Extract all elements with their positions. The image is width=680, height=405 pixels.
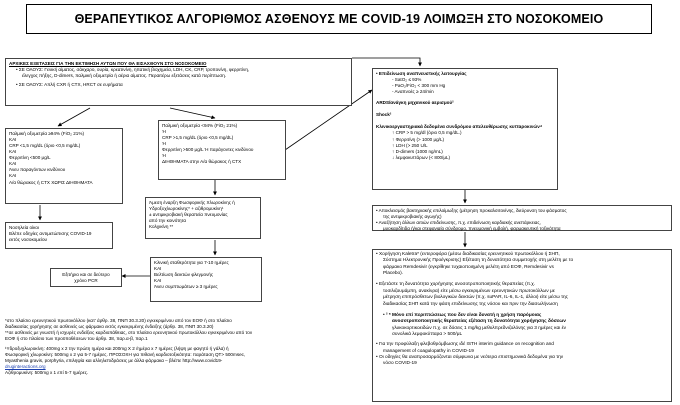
exclusion-line: της αντιμικροβιακής αγωγής)	[383, 214, 442, 220]
initial-tests-line: • ΣΕ ΟΛΟΥΣ: Γενική αίματος, σάκχαρο, ουρία, κρεατινίνη, ηπατική βιοχημεία, LDH, CK, CRP, τροπονίνη, φερριτίνη,	[16, 67, 250, 73]
footnote-line: *στο πλαίσιο ερευνητικού πρωτοκόλλου (κατ' άρθρ. 38, ΠΝΠ 30.3.20) εγκεκριμένου από τον ΕΟΦ ή στο πλαίσιο	[5, 318, 232, 323]
page-title: ΘΕΡΑΠΕΥΤΙΚΟΣ ΑΛΓΟΡΙΘΜΟΣ ΑΣΘΕΝΟΥΣ ΜΕ COVID-19 ΛΟΙΜΩΞΗ ΣΤΟ ΝΟΣΟΚΟΜΕΙΟ	[26, 4, 652, 34]
criteria-line: CRP <1,5 mg/dL (όριο <0,5 mg/dL)	[9, 143, 81, 149]
criteria-line: ΚΑΙ	[9, 137, 17, 143]
treatment-line: Υδροξυχλωροκίνης* + αζιθρομυκίνη¹	[149, 206, 224, 212]
criteria-line: Φερριτίνη >500 μg/L Ή παράγοντες κινδύνου	[162, 147, 254, 153]
home-care-line: εκτός νοσοκομείου	[9, 237, 48, 243]
therapy-line: management of coagulopathy in COVID-19	[383, 348, 474, 354]
exclusion-box	[372, 205, 672, 231]
footnote-line: Myasthenia gravis, porphyria, επιληψία και αλληλεπιδράσεις με άλλα φάρμακα – βλέπε http://www.covid19-	[5, 357, 223, 363]
footnote-line: Αζιθρομυκίνη: 500mg x 1 επί 5-7 ημέρες.	[5, 369, 89, 375]
criteria-line: ΚΑΙ	[9, 173, 17, 179]
criteria-line: Α/α θώρακος ή CTX ΧΩΡΙΣ ΔΙΗΘΗΜΑΤΑ	[9, 179, 93, 185]
therapy-line: • Οι οδηγίες θα αναπροσαρμόζονται σύμφωνα με νεότερα επιστημονικά δεδομένα για την	[376, 355, 564, 361]
footnote-line: **σε ασθενείς με γνωστή ή ισχυρές ενδείξεις καρδιοπάθειας, στο πλαίσιο ερευνητικού πρωτοκόλλου εγκεκριμένου από τον	[5, 329, 253, 335]
therapy-line: • Χορήγηση Kaletra* (εντεροφόρα (μέσω διαδικασίας ερευνητικού πρωτοκόλλου ή ΣΗΠ,	[376, 252, 560, 257]
initial-tests-heading: ΑΡΧΙΚΕΣ ΕΞΕΤΑΣΕΙΣ ΓΙΑ ΤΗΝ ΕΚΤΙΜΗΣΗ ΑΥΤΩΝ ΠΟΥ ΘΑ ΕΙΣΑΧΘΟΥΝ ΣΤΟ ΝΟΣΟΚΟΜΕΙΟ	[9, 61, 207, 66]
therapy-line: διαδικασίας ΣΗΠ κατά την φάση επιδείνωσης της νόσου και πριν την διασωλήνωση	[383, 301, 558, 307]
severe-subline: ↑ LDH (> 250 U/L	[392, 142, 428, 148]
criteria-line: Ή	[162, 129, 166, 135]
criteria-line: Ή	[162, 153, 166, 159]
footnotes	[5, 318, 365, 376]
therapy-line: ανοσοτροποποιητικής θεραπείας εξέταση τη δυνατότητα χορήγησης δόσεων	[392, 319, 566, 325]
criteria-line: Ή	[162, 141, 166, 147]
criteria-line: ΔΙΗΘΗΜΑΤΑ στην Α/α θώρακος ή CTX	[162, 159, 242, 165]
initial-tests-line: • ΣΕ ΟΛΟΥΣ: Απλή CXR ή CTX, HRCT σε ευρήματα	[16, 82, 123, 88]
footnote-line: διαδικασίας χορήγησης σε ασθενείς ως φάρμακο εκτός εγκεκριμένης ένδειξης (άρθρ. 38, ΠΝΠ 30.3.20)	[5, 323, 214, 329]
criteria-line: ΚΑΙ	[9, 161, 17, 167]
footnote-link[interactable]: druginteractions.org	[5, 363, 46, 369]
treatment-line: Κολχικίνη **	[149, 224, 174, 230]
therapy-line: • Για την προφύλαξη φλεβοθρόμβωσης ιδέ ISTH interim guidance on recognition and	[376, 342, 554, 348]
severe-subline: ↑ CRP > 5 mg/dl (όριο 0,5 mg/dL.)	[392, 130, 462, 136]
stability-line: Βελτίωση δεικτών φλεγμονής	[154, 272, 214, 278]
initial-tests-line: έλεγχος πήξης, D-dimers, παλμική οξυμετρία ή αέρια αίματος. Περαιτέρω εξετάσεις κατά περίπτωση.	[22, 73, 227, 79]
severe-subline: - SatO₂ ≤ 93%	[392, 77, 422, 83]
criteria-line: Φερριτίνη <500 μg/L	[9, 155, 51, 161]
therapy-box	[372, 249, 672, 402]
footnote-line: ΕΟΦ ή στο πλαίσιο των προϋποθέσεων του άρθρ. 38, παρ.α-β, παρ.1	[5, 335, 148, 341]
mild-criteria-box	[5, 128, 123, 204]
treatment-line: Άμεση έναρξη Φωσφορικής Χλωροκίνης ή	[149, 200, 235, 205]
exclusion-line: μυοκαρδίτιδα ή/και στεφανιαίο σύνδρομο, πνευμονική εμβολή, φαρμακευτική τοξικότητα	[383, 226, 561, 232]
severe-subline: - PaO₂/FiO₂ < 300 mm Hg	[392, 83, 446, 89]
therapy-line: φάρμακο Remdesivir (εγκρίθηκε τυχαιοποιημένη μελέτη από ΕΟΦ, Remdesivir vs	[383, 264, 554, 270]
footnote-line: Φωσφορική χλωροκίνη: 500mg x 2 για 5-7 ημέρες. ΠΡΟΣΟΧΗ για πιθανή καρδιοτοξικότητα: παράταση QT> 500msec,	[5, 351, 246, 357]
criteria-line: Παλμική οξυμετρία ≥94% (FiO₂ 21%)	[9, 131, 84, 136]
treatment-box	[145, 197, 261, 239]
treatment-line: από την κοινότητα	[149, 218, 186, 224]
stability-line: Άνευ συμπτωμάτων ≥ 3 ημέρες	[154, 284, 218, 290]
stability-line: Κλινική σταθερότητα για 7-10 ημέρες	[154, 260, 229, 265]
severe-subline: ↑ Φερριτίνη (> 1000 μg/L)	[392, 136, 445, 142]
exclusion-line: • Αναζήτηση άλλων αιτιών επιδείνωσης, π.χ. επιδείνωση καρδιακής ανεπάρκειας,	[376, 220, 541, 226]
severe-line: • Επιδείνωση αναπνευστικής λειτουργίας	[376, 71, 467, 76]
initial-tests-box	[5, 58, 352, 106]
therapy-line: • ² * Μόνο επί περιπτώσεως που δεν είναι δυνατή η χρήση παρόμοιας	[383, 312, 542, 318]
severe-criteria-box	[372, 68, 558, 190]
criteria-line: ΚΑΙ	[9, 149, 17, 155]
severe-line: Shock²	[376, 112, 392, 118]
therapy-line: μέτρηση επιπρόσθετων βιολογικών δεικτών (π.χ. suPAR, IL-6, IL-1, άλλοι) είτε μέσω της	[383, 295, 568, 301]
footnote-line: ¹Υδροξυχλωροκίνη: 400mg x 2 την πρώτη ημέρα και 200mg X 2 /ημέρα x 7 ημέρες (λήψη με φαγητό ή γάλα) ή	[5, 345, 229, 351]
therapy-line: Placebo).	[383, 271, 404, 277]
exclusion-line: • Αποκλεισμός βακτηριακής επιλοίμωξης (μέτρηση προκαλσιτονίνης, διεύρυνση του φάσματος	[376, 208, 567, 213]
criteria-line: CRP >1,5 mg/dL (όριο <0,5 mg/dL)	[162, 135, 234, 141]
severe-subline: ↑ D-dimers (1000 ng/mL)	[392, 148, 443, 154]
home-care-box	[5, 222, 113, 249]
discharge-box	[50, 268, 122, 287]
criteria-line: Άνευ παραγόντων κινδύνου	[9, 167, 66, 173]
severe-subline: - Αναπνοές ≥ 24/min	[392, 89, 434, 95]
stability-line: ΚΑΙ	[154, 278, 162, 284]
stability-box	[150, 257, 262, 302]
discharge-line: Εξιτήριο και σε δεύτερο	[62, 272, 110, 277]
therapy-line: Σύστημα Ηλεκτρονικής Προέγκρισης) Εξέταση τη δυνατότητα συμμετοχής στη μελέτη με το	[383, 258, 574, 264]
severe-line: ARDS/ανάγκη μηχανικού αερισμού²	[376, 100, 454, 106]
therapy-line: νόσο COVID-19	[383, 361, 417, 367]
home-care-line: Βλέπε οδηγίες αντιμετώπισης COVID-19	[9, 231, 92, 237]
therapy-line: συνολικά λεμφοκύτταρα > 500/μL	[392, 331, 463, 337]
therapy-line: γλυκοκορτικοειδών π.χ. σε δόσεις 1 mg/kg μεθυλπρεδνιζολόνης για 3 ημέρες και έν	[392, 325, 567, 331]
severe-subline: ↓ λεμφοκυττάρων (< 800/μL)	[392, 154, 451, 160]
stability-line: ΚΑΙ	[154, 266, 162, 272]
therapy-line: • Εξετάστε τη δυνατότητα χορήγησης ανοσοτροποποιητικής θεραπείας (π.χ.	[376, 282, 536, 288]
therapy-line: τοσιλιζουμάμπη, ανακίνρα) είτε μέσω εγκεκριμένων ερευνητικών πρωτοκόλλων με	[383, 288, 555, 294]
severe-line: Κλινικοεργαστηριακά δεδομένα συνδρόμου απελευθέρωσης κυτταροκινών⁴	[376, 124, 543, 130]
treatment-line: ± αντιμικροβιακή θεραπεία πνευμονίας	[149, 212, 228, 218]
home-care-line: Νοσηλεία οίκοι	[9, 225, 39, 230]
moderate-criteria-box	[158, 120, 286, 180]
discharge-line: χρόνο PCR	[74, 278, 98, 284]
criteria-line: Παλμική οξυμετρία <94% (FiO₂ 21%)	[162, 123, 238, 128]
